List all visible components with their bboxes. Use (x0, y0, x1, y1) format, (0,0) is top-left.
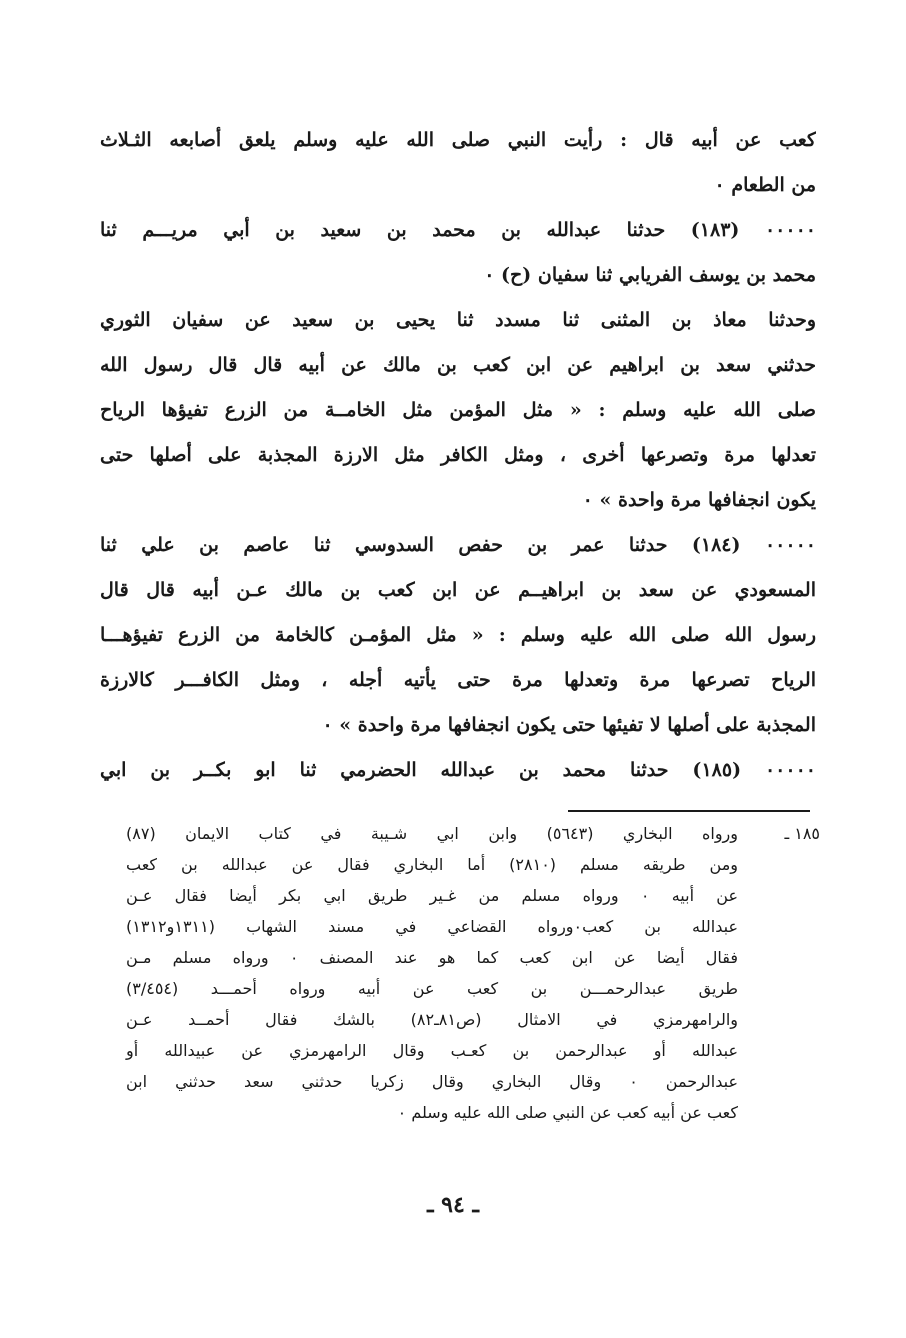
footnote-line (100, 973, 820, 1004)
footnote-line (100, 942, 820, 973)
text-line: رسول الله صلى الله عليه وسلم : « مثل المؤمـن كالخامة من الزرع تفيؤهـــا (100, 624, 816, 646)
footnote-line (100, 1097, 820, 1128)
footnote-text: عبدالرحمن ٠ وقال البخاري وقال زكريا حدثني سعد حدثني ابن (126, 1072, 739, 1091)
footnote-line (100, 818, 820, 849)
footnote-line (100, 911, 820, 942)
footnote-text: عن أبيه ٠ ورواه مسلم من غـير طريق ابي بكر أيضا فقال عـن (126, 886, 738, 905)
text-line: ٠٠٠٠٠ (١٨٣) حدثنا عبدالله بن محمد بن سعيد بن أبي مريـــم ثنا (100, 219, 816, 241)
text-line: محمد بن يوسف الفريابي ثنا سفيان (ح) ٠ (484, 264, 816, 286)
text-line: حدثني سعد بن ابراهيم عن ابن كعب بن مالك عن أبيه قال قال رسول الله (100, 354, 816, 376)
text-line: صلى الله عليه وسلم : « مثل المؤمن مثل الخامــة من الزرع تفيؤها الرياح (100, 399, 816, 421)
text-line: المجذبة على أصلها لا تفيئها حتى يكون انجفافها مرة واحدة » ٠ (322, 714, 816, 736)
footnote-text: ومن طريقه مسلم (٢٨١٠) أما البخاري فقال عن عبدالله بن كعب (126, 855, 738, 874)
text-line: ٠٠٠٠٠ (١٨٥) حدثنا محمد بن عبدالله الحضرمي ثنا ابو بكــر بن ابي (100, 759, 816, 781)
footnote-text: والرامهرمزي في الامثال (ص٨١ـ٨٢) بالشك فقال أحمــد عـن (126, 1010, 739, 1029)
footnote-line (100, 1066, 820, 1097)
footnote-text: كعب عن أبيه كعب عن النبي صلى الله عليه وسلم ٠ (397, 1103, 738, 1122)
text-line: ٠٠٠٠٠ (١٨٤) حدثنا عمر بن حفص السدوسي ثنا عاصم بن علي ثنا (100, 534, 816, 556)
footnote-number: ١٨٥ ـ (784, 824, 820, 843)
footnote-text: عبدالله بن كعب٠ورواه القضاعي في مسند الشهاب (١٣١١و١٣١٢) (126, 917, 739, 936)
footnote-separator (568, 810, 810, 812)
footnote-line (100, 1035, 820, 1066)
footnote-text: عبدالله أو عبدالرحمن بن كعـب وقال الرامهرمزي عن عبيدالله أو (126, 1041, 738, 1060)
footnote (100, 818, 820, 1128)
footnote-line (100, 1004, 820, 1035)
text-line: المسعودي عن سعد بن ابراهيــم عن ابن كعب بن مالك عـن أبيه قال قال (100, 579, 816, 601)
footnote-text: طريق عبدالرحمـــن بن كعب عن أبيه ورواه أحمـــد (٣/٤٥٤) (126, 979, 738, 998)
text-line: يكون انجفافها مرة واحدة » ٠ (582, 489, 816, 511)
main-text (100, 118, 816, 793)
footnote-line (100, 880, 820, 911)
text-line: تعدلها مرة وتصرعها أخرى ، ومثل الكافر مثل الارزة المجذبة على أصلها حتى (100, 444, 816, 466)
text-line: الرياح تصرعها مرة وتعدلها مرة حتى يأتيه أجله ، ومثل الكافـــر كالارزة (100, 669, 816, 691)
text-line: وحدثنا معاذ بن المثنى ثنا مسدد ثنا يحيى بن سعيد عن سفيان الثوري (100, 309, 816, 331)
text-line: من الطعام ٠ (714, 174, 816, 196)
text-line: كعب عن أبيه قال : رأيت النبي صلى الله عليه وسلم يلعق أصابعه الثـلاث (100, 129, 816, 151)
footnote-text: ورواه البخاري (٥٦٤٣) وابن ابي شـيبة في كتاب الايمان (٨٧) (126, 824, 739, 843)
page-number: ـ ٩٤ ـ (427, 1192, 479, 1218)
footnote-text: فقال أيضا عن ابن كعب كما هو عند المصنف ٠ ورواه مسلم مـن (126, 948, 738, 967)
footnote-line (100, 849, 820, 880)
